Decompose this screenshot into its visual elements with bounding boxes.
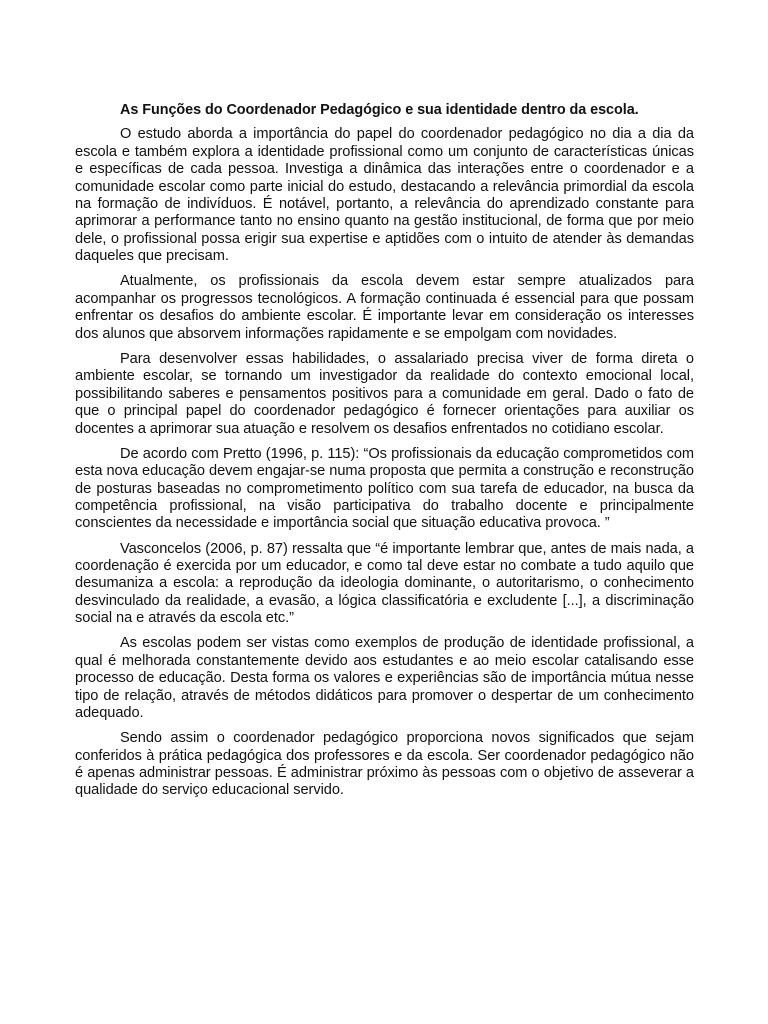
paragraph: Para desenvolver essas habilidades, o assalariado precisa viver de forma direta o ambiente escolar, se tornando um investigador da realidade do contexto emocional local, possibilitando saberes e pensamentos positivos para a comunidade em geral. Dado o fato de que o principal papel do coordenador pedagógico é fornecer orientações para auxiliar os docentes a aprimorar sua atuação e resolvem os desafios enfrentados no cotidiano escolar. (75, 350, 694, 437)
paragraph: Sendo assim o coordenador pedagógico proporciona novos significados que sejam conferidos à prática pedagógica dos professores e da escola. Ser coordenador pedagógico não é apenas administrar pessoas. É administrar próximo às pessoas com o objetivo de asseverar a qualidade do serviço educacional servido. (75, 730, 694, 799)
paragraph: De acordo com Pretto (1996, p. 115): “Os profissionais da educação comprometidos com esta nova educação devem engajar-se numa proposta que permita a construção e reconstrução de posturas baseadas no comprometimento político com sua tarefa de educador, na busca da competência profissional, na visão participativa do trabalho docente e principalmente conscientes da necessidade e importância social que situação educativa provoca. ” (75, 445, 694, 532)
paragraph: O estudo aborda a importância do papel do coordenador pedagógico no dia a dia da escola e também explora a identidade profissional como um conjunto de características únicas e específicas de cada pessoa. Investiga a dinâmica das interações entre o coordenador e a comunidade escolar como parte inicial do estudo, destacando a relevância primordial da escola na formação de indivíduos. É notável, portanto, a relevância do aprendizado constante para aprimorar a performance tanto no ensino quanto na gestão institucional, de forma que por meio dele, o profissional possa erigir sua expertise e aptidões com o intuito de atender às demandas daqueles que precisam. (75, 126, 694, 265)
document-body (75, 102, 694, 808)
document-title: As Funções do Coordenador Pedagógico e sua identidade dentro da escola. (120, 102, 639, 118)
paragraph: As escolas podem ser vistas como exemplos de produção de identidade profissional, a qual é melhorada constantemente devido aos estudantes e ao meio escolar catalisando esse processo de educação. Desta forma os valores e experiências são de importância mútua nesse tipo de relação, através de métodos didáticos para promover o despertar de um conhecimento adequado. (75, 635, 694, 721)
paragraph: Atualmente, os profissionais da escola devem estar sempre atualizados para acompanhar os progressos tecnológicos. A formação continuada é essencial para que possam enfrentar os desafios do ambiente escolar. É importante levar em consideração os interesses dos alunos que absorvem informações rapidamente e se empolgam com novidades. (75, 273, 694, 342)
paragraph: Vasconcelos (2006, p. 87) ressalta que “é importante lembrar que, antes de mais nada, a coordenação é exercida por um educador, e como tal deve estar no combate a tudo aquilo que desumaniza a escola: a reprodução da ideologia dominante, o autoritarismo, o conhecimento desvinculado da realidade, a evasão, a lógica classificatória e excludente [...], a discriminação social na e através da escola etc.” (75, 540, 694, 627)
